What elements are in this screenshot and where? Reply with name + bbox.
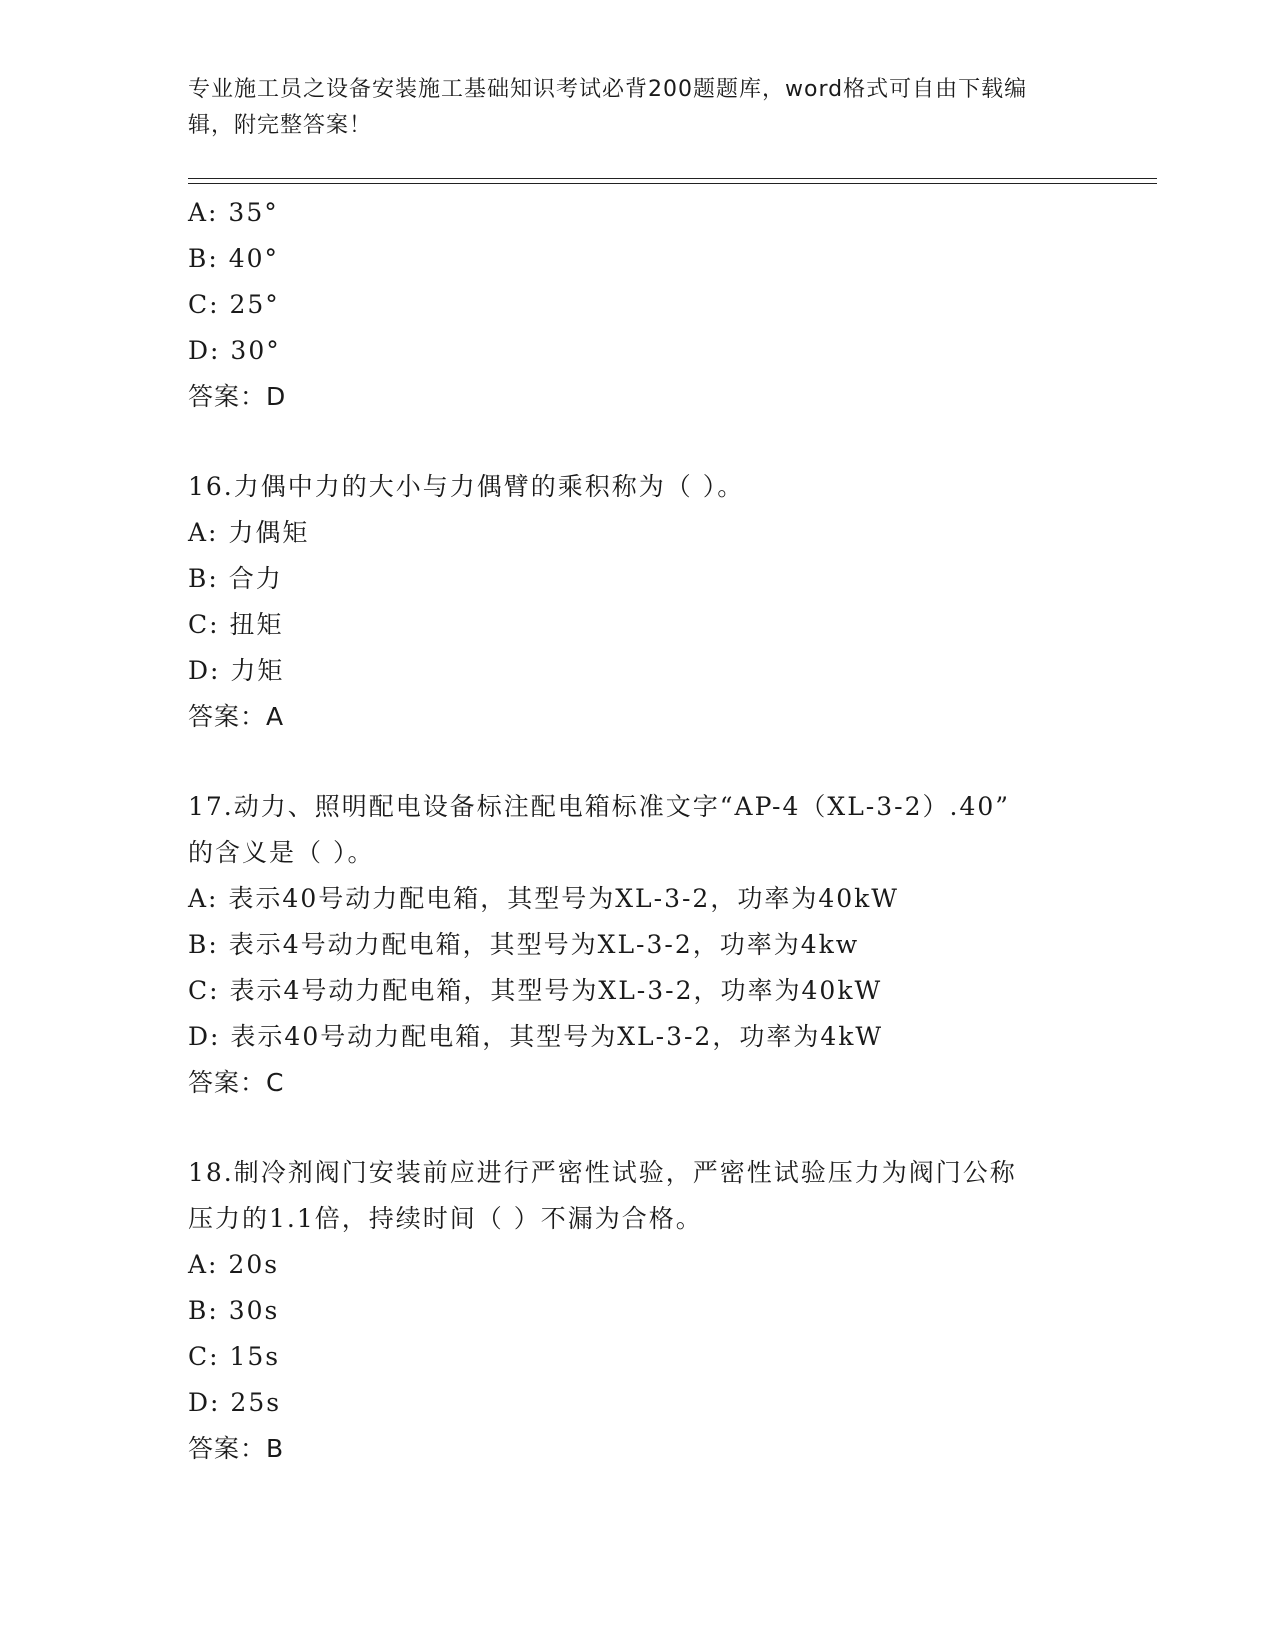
option-b: B: 30s xyxy=(188,1296,280,1325)
spacer xyxy=(188,740,1148,784)
option-d: D: 力矩 xyxy=(188,656,285,685)
answer-line: 答案：C xyxy=(188,1068,285,1097)
option-a: A: 力偶矩 xyxy=(188,518,310,547)
question-text: 17.动力、照明配电设备标注配电箱标准文字“AP-4（XL-3-2）.40” 的含义是（ ）。 xyxy=(188,792,1011,867)
spacer xyxy=(188,420,1148,464)
option-b: B: 40° xyxy=(188,244,280,273)
question-text: 18.制冷剂阀门安装前应进行严密性试验，严密性试验压力为阀门公称 压力的1.1倍，持续时间（ ）不漏为合格。 xyxy=(188,1158,1017,1233)
question-block xyxy=(188,1150,1148,1472)
option-a: A: 35° xyxy=(188,198,279,227)
question-block xyxy=(188,784,1148,1106)
option-b: B: 合力 xyxy=(188,564,283,593)
document-header: 专业施工员之设备安装施工基础知识考试必背200题题库，word格式可自由下载编辑，附完整答案！ xyxy=(188,77,1028,138)
option-d: D: 30° xyxy=(188,336,281,365)
option-d: D: 表示40号动力配电箱，其型号为XL-3-2，功率为4kW xyxy=(188,1022,884,1051)
option-c: C: 25° xyxy=(188,290,280,319)
question-block xyxy=(188,190,1148,420)
answer-line: 答案：B xyxy=(188,1434,285,1463)
option-c: C: 15s xyxy=(188,1342,281,1371)
header-divider-bottom xyxy=(188,183,1157,184)
question-block xyxy=(188,464,1148,740)
option-c: C: 扭矩 xyxy=(188,610,284,639)
option-a: A: 20s xyxy=(188,1250,280,1279)
option-c: C: 表示4号动力配电箱，其型号为XL-3-2，功率为40kW xyxy=(188,976,883,1005)
header-divider-top xyxy=(188,178,1157,179)
answer-line: 答案：D xyxy=(188,382,287,411)
document-body xyxy=(188,190,1148,1472)
question-text: 16.力偶中力的大小与力偶臂的乘积称为（ ）。 xyxy=(188,472,745,501)
option-d: D: 25s xyxy=(188,1388,282,1417)
answer-line: 答案：A xyxy=(188,702,285,731)
option-a: A: 表示40号动力配电箱，其型号为XL-3-2，功率为40kW xyxy=(188,884,899,913)
option-b: B: 表示4号动力配电箱，其型号为XL-3-2，功率为4kw xyxy=(188,930,860,959)
spacer xyxy=(188,1106,1148,1150)
